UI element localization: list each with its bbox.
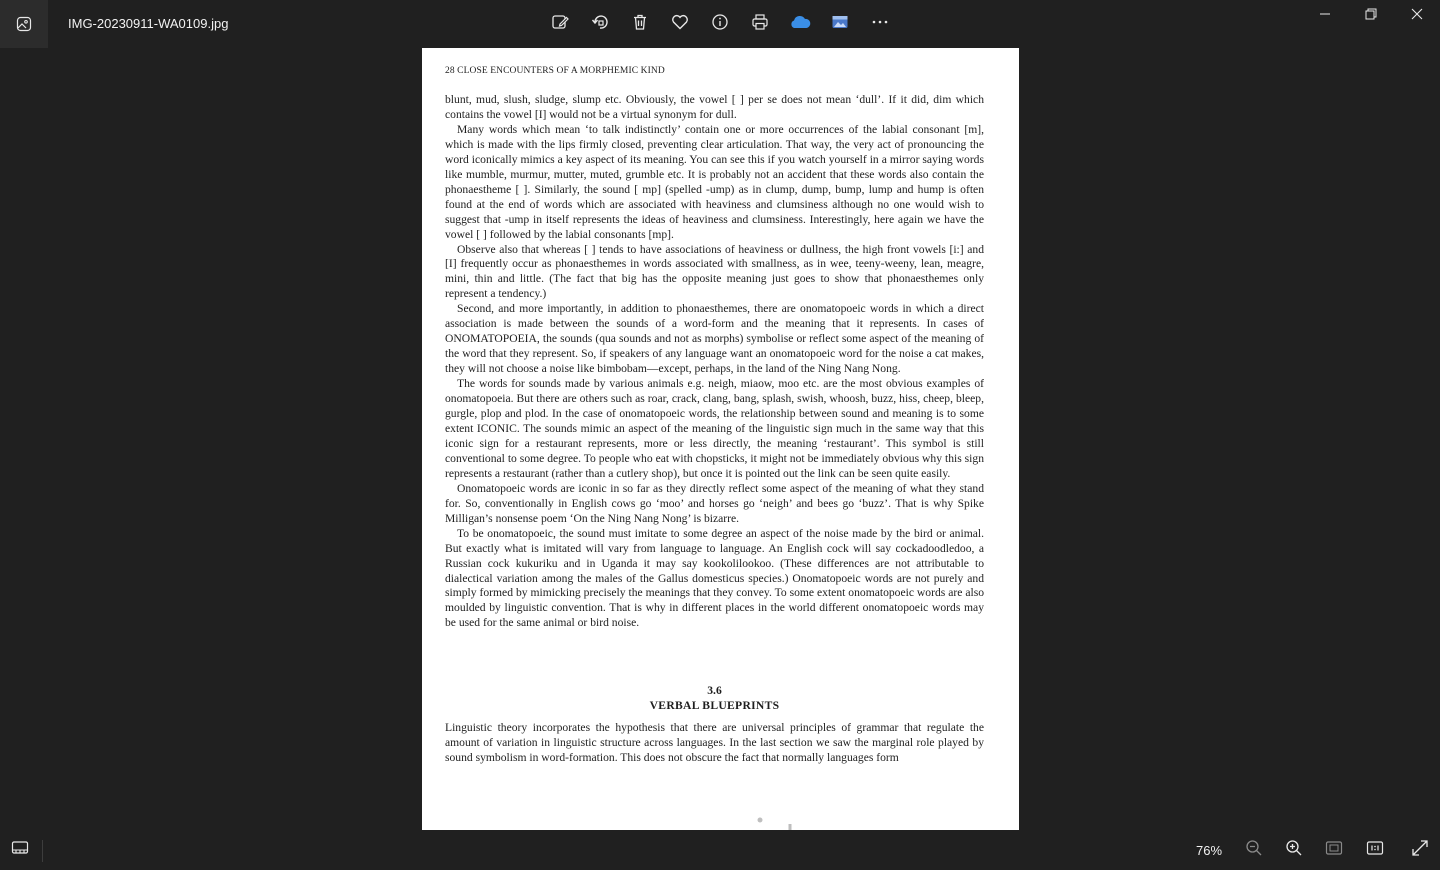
- zoom-out-button[interactable]: [1240, 836, 1268, 864]
- paragraph: To be onomatopoeic, the sound must imitate to some degree an aspect of the noise made by the bird or animal. But exactly what is imitated will vary from language to language. An English cock will say cockadoodledoo, a Russian cock kukuriku and in Uganda it may say kookolilookoo. (These differences are not attributable to dialectical variation among the males of the Gallus domesticus species.) Onomatopoeic words are not purely and simply formed by mimicking precisely the meanings that they convey. To some extent onomatopoeic words are also moulded by linguistic convention. That is why in different places in the world different onomatopoeic words may be used for the same animal or bird noise.: [445, 526, 984, 630]
- displayed-image[interactable]: [422, 48, 1019, 830]
- window-controls: [1302, 0, 1440, 32]
- section-number: 3.6: [707, 684, 722, 697]
- paragraph: Second, and more importantly, in addition to phonaesthemes, there are onomatopoeic words in which a direct association is made between the sounds of a word-form and the meaning that it represents. In cases of ONOMATOPOEIA, the sounds (qua sounds and not as morphs) symbolise or reflect some aspect of the meaning of the word that they represent. So, if speakers of any language want an onomatopoeic word for the noise a cat makes, they will not choose a noise like bimbobam—except, perhaps, in the land of the Ning Nang Nong.: [445, 302, 984, 376]
- clipchamp-button[interactable]: [820, 8, 860, 40]
- image-toolbar: [540, 8, 900, 40]
- paragraph: Observe also that whereas [ ] tends to have associations of heaviness or dullness, the high front vowels [i:] and [I] frequently occur as phonaesthemes in words associated with smallness, as in wee, teeny-weeny, lean, meagre, mini, thin and little. (The fact that big has the opposite meaning just goes to show that phonaesthemes only represent a tendency.): [445, 242, 984, 301]
- full-screen-button[interactable]: [1406, 836, 1434, 864]
- body-text: [445, 93, 984, 631]
- clipchamp-icon: [831, 13, 849, 36]
- full-screen-icon: [1411, 839, 1429, 862]
- minimize-button[interactable]: [1302, 0, 1348, 32]
- favorite-button[interactable]: [660, 8, 700, 40]
- fit-to-window-button[interactable]: [1320, 836, 1348, 864]
- divider: [42, 840, 43, 862]
- rotate-button[interactable]: [580, 8, 620, 40]
- zoom-out-icon: [1245, 839, 1263, 862]
- onedrive-icon: [789, 14, 811, 35]
- fit-to-window-icon: [1325, 840, 1343, 861]
- more-options-button[interactable]: [860, 8, 900, 40]
- section-title: VERBAL BLUEPRINTS: [649, 699, 780, 712]
- edit-image-icon: [551, 13, 569, 36]
- delete-button[interactable]: [620, 8, 660, 40]
- zoom-in-button[interactable]: [1280, 836, 1308, 864]
- more-icon: [871, 13, 889, 36]
- running-head: 28 CLOSE ENCOUNTERS OF A MORPHEMIC KIND: [445, 66, 665, 76]
- rotate-icon: [591, 13, 609, 36]
- actual-size-button[interactable]: [1361, 836, 1389, 864]
- title-bar: [0, 0, 1440, 48]
- status-bar: [0, 830, 1440, 870]
- print-icon: [751, 13, 769, 36]
- restore-button[interactable]: [1348, 0, 1394, 32]
- close-icon: [1411, 7, 1423, 25]
- actual-size-icon: [1366, 840, 1384, 861]
- paragraph: Onomatopoeic words are iconic in so far as they directly reflect some aspect of the meaning of what they stand for. So, conventionally in English cows go ‘moo’ and horses go ‘neigh’ and bees go ‘buzz’. That is why Spike Milligan’s nonsense poem ‘On the Ning Nang Nong’ is bizarre.: [445, 481, 984, 525]
- favorite-icon: [671, 13, 689, 36]
- zoom-in-icon: [1285, 839, 1303, 862]
- info-icon: [711, 13, 729, 36]
- edit-image-button[interactable]: [540, 8, 580, 40]
- photos-app-icon[interactable]: [0, 0, 48, 48]
- paragraph: blunt, mud, slush, sludge, slump etc. Obviously, the vowel [ ] per se does not mean ‘dull’. If it did, dim which contains the vowel [I] would not be a virtual synonym for dull.: [445, 93, 984, 121]
- info-button[interactable]: [700, 8, 740, 40]
- restore-icon: [1365, 7, 1377, 25]
- close-button[interactable]: [1394, 0, 1440, 32]
- filmstrip-icon: [11, 840, 29, 861]
- section-paragraph: Linguistic theory incorporates the hypothesis that there are universal principles of grammar that regulate the amount of variation in linguistic structure across languages. In the last section we saw the marginal role played by sound symbolism in word-formation. This does not obscure the fact that normally languages form: [445, 721, 984, 764]
- onedrive-button[interactable]: [780, 8, 820, 40]
- paragraph: Many words which mean ‘to talk indistinctly’ contain one or more occurrences of the labial consonant [m], which is made with the lips firmly closed, preventing clear articulation. That way, the very act of pronouncing the word iconically mimics a key aspect of its meaning. You can see this if you watch yourself in a mirror saying words like mumble, murmur, mutter, muted, grumble etc. It is probably not an accident that these words also contain the phonaestheme [ ]. Similarly, the sound [ mp] (spelled -ump) as in clump, dump, bump, lump and hump is often found at the end of words which are associated with heaviness and clumsiness although no one would wish to suggest that -ump in itself represents the ideas of heaviness and clumsiness. Interestingly, here again we have the vowel [ ] followed by the labial consonants [mp].: [445, 122, 984, 241]
- print-button[interactable]: [740, 8, 780, 40]
- minimize-icon: [1319, 7, 1331, 25]
- filmstrip-button[interactable]: [6, 836, 34, 864]
- file-name: IMG-20230911-WA0109.jpg: [68, 16, 229, 31]
- zoom-level: 76%: [1196, 843, 1223, 858]
- delete-icon: [631, 13, 649, 36]
- paragraph: The words for sounds made by various animals e.g. neigh, miaow, moo etc. are the most obvious examples of onomatopoeia. But there are others such as roar, crack, clang, bang, splash, swish, whoosh, buzz, hiss, cheep, bleep, gurgle, plop and plod. In the case of onomatopoeic words, the relationship between sound and meaning is to some extent ICONIC. The sounds mimic an aspect of the meaning of the linguistic sign much in the same way that this iconic sign for a restaurant represents, more or less directly, the meaning ‘restaurant’. This symbol is still conventional to some degree. To people who eat with chopsticks, it might not be immediately obvious why this sign represents a restaurant (rather than a cutlery shop), but once it is pointed out the link can be seen quite easily.: [445, 377, 984, 480]
